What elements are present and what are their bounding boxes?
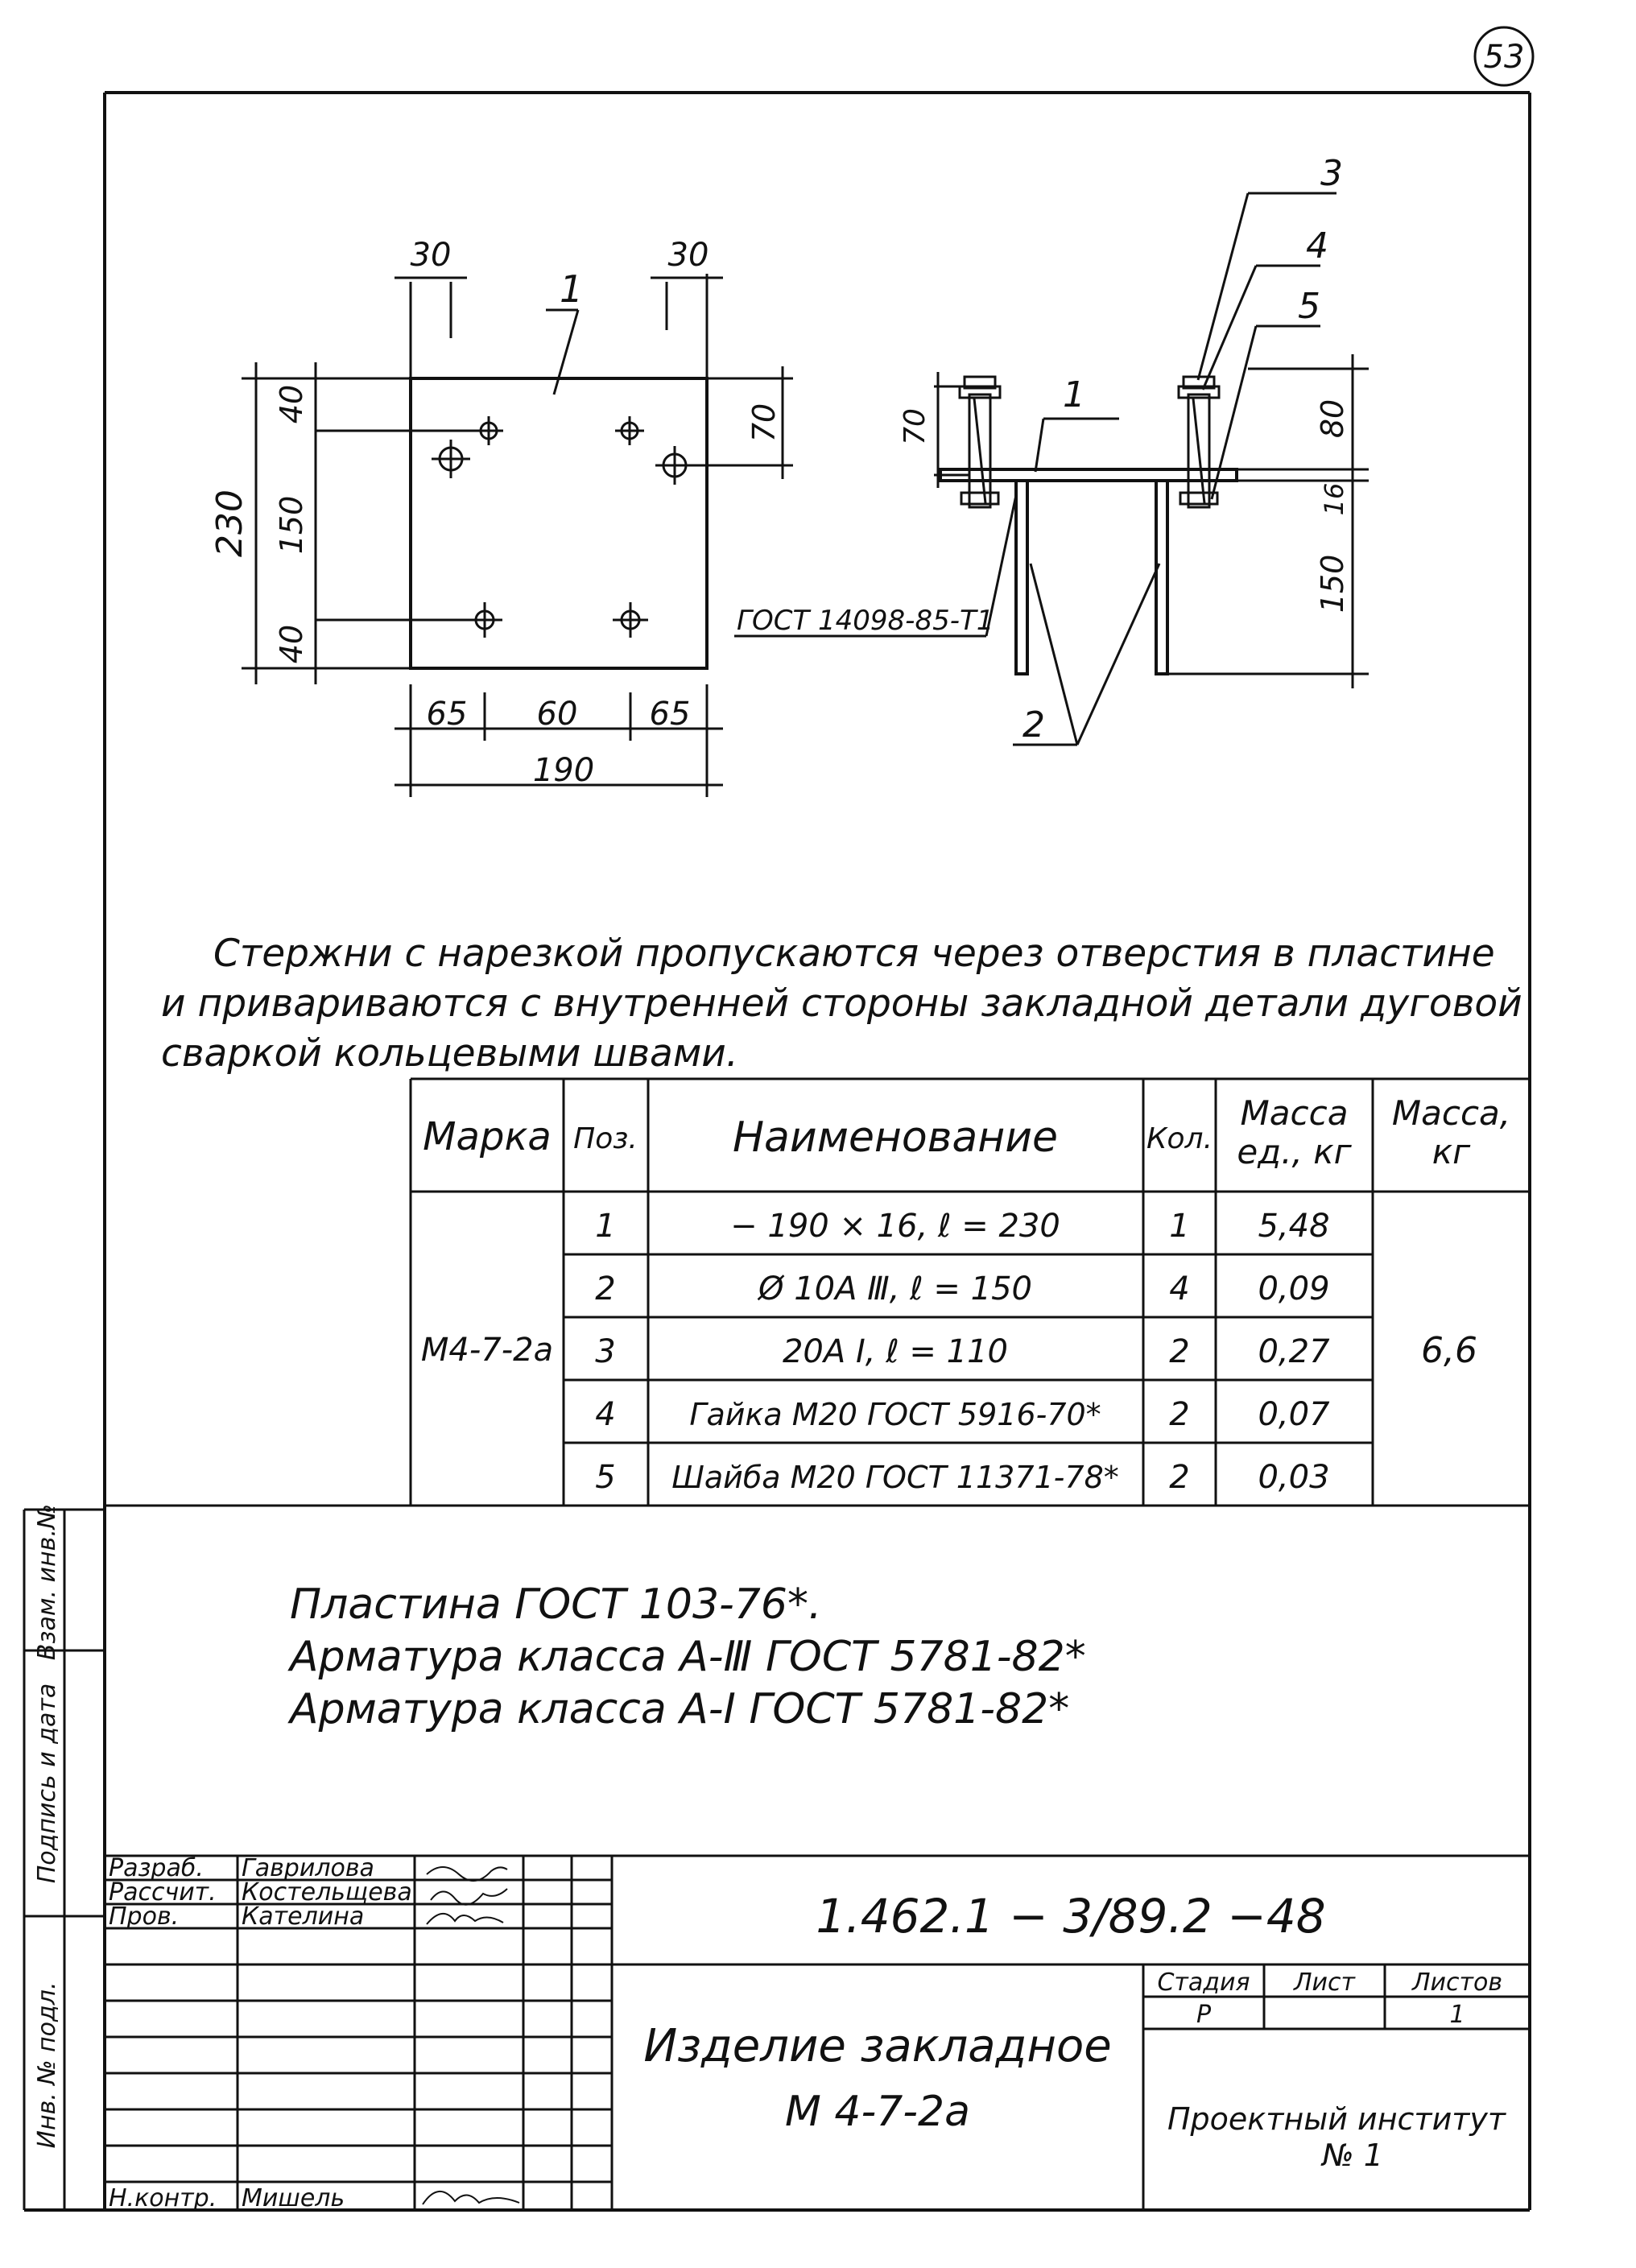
total-mass-cell: 6,6 <box>1421 1330 1477 1371</box>
row-name: Шайба М20 ГОСТ 11371-78* <box>671 1460 1119 1495</box>
dim-bottom-left: 65 <box>426 696 468 733</box>
side-label-5: 5 <box>1298 286 1320 327</box>
side-label-4: 4 <box>1306 225 1328 266</box>
materials <box>287 1580 1086 1733</box>
row-qty: 2 <box>1169 1396 1190 1433</box>
side-label-2: 2 <box>1022 704 1045 746</box>
side-dim-left-text: 70 <box>899 408 932 445</box>
dim-bottom-right: 65 <box>649 696 691 733</box>
table-row <box>595 1270 1329 1308</box>
original-inv-label: Инв. № подл. <box>33 1981 61 2149</box>
dim-bottom-mid: 60 <box>536 696 578 733</box>
weld-standard: ГОСТ 14098-85-Т1 <box>737 605 994 637</box>
role-name: Гаврилова <box>242 1854 374 1882</box>
table-row <box>595 1333 1330 1370</box>
row-name: Гайка М20 ГОСТ 5916-70* <box>689 1397 1101 1432</box>
role-name: Мишель <box>242 2184 345 2212</box>
sheets-label: Листов <box>1411 1968 1503 1997</box>
plate-outline <box>411 378 707 668</box>
role-label: Пров. <box>109 1902 180 1931</box>
side-rods <box>1016 481 1167 674</box>
side-stamp <box>24 1504 105 2210</box>
row-pos: 4 <box>595 1396 616 1433</box>
side-label-3: 3 <box>1320 153 1343 194</box>
dim-left-mid: 150 <box>274 495 309 555</box>
side-view <box>734 153 1369 746</box>
title-block <box>105 1854 1530 2212</box>
row-pos: 2 <box>595 1270 616 1308</box>
dim-total-height: 230 <box>209 490 250 557</box>
header-pos: Поз. <box>573 1122 638 1155</box>
side-leaders <box>1013 153 1343 746</box>
plan-position-label: 1 <box>560 267 584 311</box>
signature-2 <box>431 1889 507 1905</box>
dim-right: 70 <box>746 403 782 443</box>
dim-top-right: 30 <box>667 237 709 274</box>
role-name: Кателина <box>242 1902 365 1931</box>
plan-dims-bottom <box>395 684 723 797</box>
role-row <box>109 1902 503 1931</box>
row-unit-mass: 0,09 <box>1258 1270 1330 1308</box>
side-dim-80: 80 <box>1315 399 1350 439</box>
row-qty: 2 <box>1169 1459 1190 1496</box>
title-line-2: М 4-7-2а <box>784 2088 971 2136</box>
material-plate: Пластина ГОСТ 103-76*. <box>290 1580 822 1629</box>
spec-table <box>105 1079 1530 1506</box>
plan-dims-top <box>395 237 723 378</box>
note-line-3: сваркой кольцевыми швами. <box>161 1031 738 1076</box>
role-label: Рассчит. <box>109 1878 217 1907</box>
mark-cell: М4-7-2а <box>420 1332 554 1369</box>
note <box>161 932 1522 1076</box>
stage-label: Стадия <box>1157 1968 1250 1997</box>
title-line-1: Изделие закладное <box>643 2020 1112 2072</box>
dim-left-top: 40 <box>274 384 309 424</box>
side-dims-right <box>1167 354 1369 688</box>
replacement-inv-label: Взам. инв.№ <box>33 1503 61 1661</box>
table-row <box>595 1396 1330 1433</box>
note-line-2: и привариваются с внутренней стороны закладной детали дуговой <box>161 981 1522 1026</box>
studs-plan <box>432 416 694 638</box>
plan-dims-left <box>209 362 483 684</box>
document-code: 1.462.1 − 3/89.2 −48 <box>816 1889 1326 1944</box>
dim-total-width: 190 <box>532 752 595 789</box>
stage-value: Р <box>1196 2001 1212 2029</box>
material-rebar-a1: Арматура класса А-Ⅰ ГОСТ 5781-82* <box>290 1685 1070 1733</box>
sheet-label: Лист <box>1293 1968 1356 1997</box>
row-unit-mass: 0,27 <box>1258 1333 1330 1370</box>
row-qty: 4 <box>1169 1270 1190 1308</box>
row-name: Ø 10А Ⅲ, ℓ = 150 <box>758 1270 1032 1308</box>
row-pos: 3 <box>595 1333 616 1370</box>
role-label: Н.контр. <box>109 2184 217 2212</box>
side-studs <box>960 377 1219 507</box>
row-qty: 1 <box>1169 1208 1190 1245</box>
side-plate <box>940 469 1237 481</box>
sheets-value: 1 <box>1449 2001 1465 2029</box>
role-row <box>109 2184 519 2212</box>
organization-line-2: № 1 <box>1322 2138 1383 2173</box>
side-dim-16: 16 <box>1319 482 1349 516</box>
plan-dim-right <box>684 366 793 479</box>
role-name: Костельщева <box>242 1878 412 1907</box>
role-label: Разраб. <box>109 1854 204 1882</box>
sheet-number-text: 53 <box>1483 39 1525 76</box>
signature-date-label: Подпись и дата <box>33 1683 61 1884</box>
plan-leader-1 <box>546 267 583 395</box>
dim-left-bottom: 40 <box>274 624 309 664</box>
note-line-1: Стержни с нарезкой пропускаются через отверстия в пластине <box>213 932 1495 976</box>
plan-view <box>209 237 793 797</box>
table-row <box>595 1208 1329 1245</box>
table-row <box>595 1459 1329 1496</box>
material-rebar-a3: Арматура класса А-Ⅲ ГОСТ 5781-82* <box>290 1633 1086 1681</box>
row-qty: 2 <box>1169 1333 1190 1370</box>
row-name: − 190 × 16, ℓ = 230 <box>730 1208 1060 1245</box>
header-unit-mass: Масса ед., кг <box>1237 1093 1352 1171</box>
row-name: 20А Ⅰ, ℓ = 110 <box>782 1333 1009 1370</box>
signature-4 <box>423 2192 519 2204</box>
row-unit-mass: 5,48 <box>1258 1208 1330 1245</box>
row-unit-mass: 0,07 <box>1258 1396 1330 1433</box>
header-qty: Кол. <box>1146 1122 1213 1155</box>
row-pos: 1 <box>595 1208 616 1245</box>
side-label-1: 1 <box>1063 374 1085 415</box>
sheet-number <box>1475 27 1533 85</box>
dim-top-left: 30 <box>410 237 452 274</box>
organization-line-1: Проектный институт <box>1167 2101 1506 2137</box>
signature-3 <box>427 1914 503 1924</box>
side-dim-150: 150 <box>1315 554 1350 613</box>
header-mark: Марка <box>423 1114 552 1159</box>
row-pos: 5 <box>595 1459 616 1496</box>
header-name: Наименование <box>732 1113 1059 1162</box>
header-total-mass: Масса, кг <box>1391 1093 1511 1171</box>
row-unit-mass: 0,03 <box>1258 1459 1330 1496</box>
weld-callout <box>734 495 1016 637</box>
